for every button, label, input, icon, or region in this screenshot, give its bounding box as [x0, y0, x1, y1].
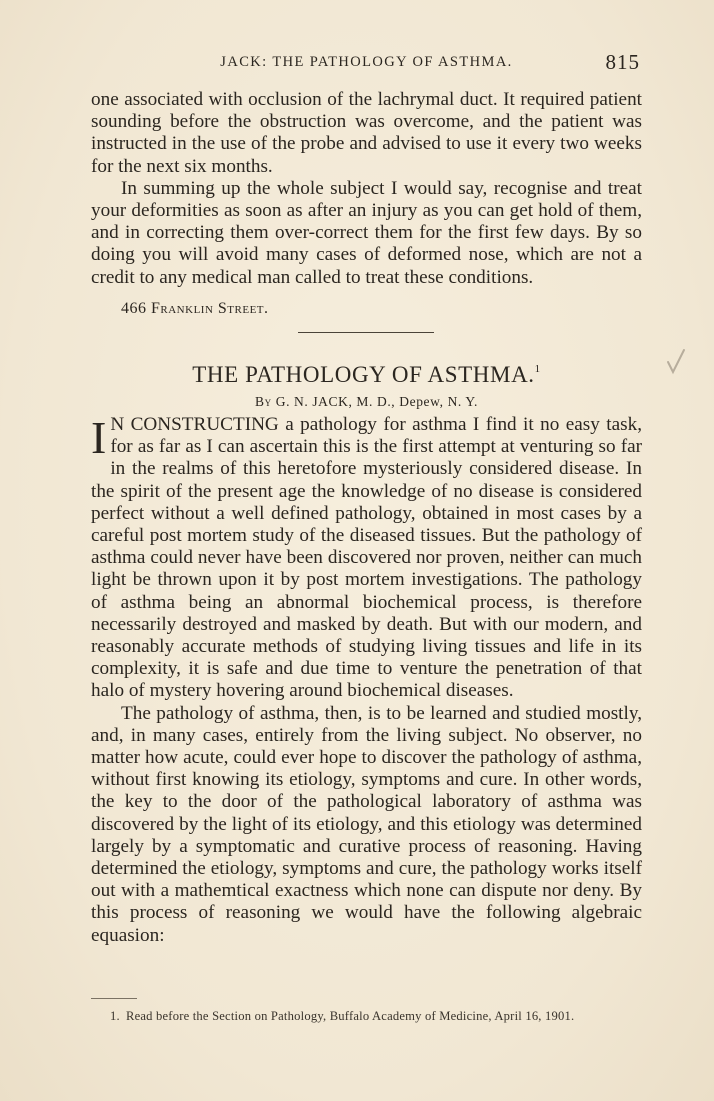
- footnote-number: 1.: [110, 1009, 120, 1023]
- byline-place: Depew, N. Y.: [399, 394, 478, 409]
- article-title-text: THE PATHOLOGY OF ASTHMA.: [192, 362, 535, 387]
- article-paragraph-1: [91, 414, 642, 703]
- drop-cap: I: [91, 412, 107, 463]
- byline: [91, 394, 642, 410]
- footnote: [110, 1009, 575, 1024]
- continuation-text: [91, 89, 642, 289]
- continuation-paragraph-2: In summing up the whole subject I would say, recognise and treat your deformities as soon as after an injury as you can get hold of them, and in correcting them over-correct them for the first few days. By so doing you will avoid many cases of deformed nose, which are not a credit to any medical man called to treat these conditions.: [91, 177, 642, 288]
- footnote-divider: [91, 998, 137, 999]
- byline-prefix: By: [255, 394, 272, 409]
- section-divider: [298, 332, 434, 333]
- running-head: [91, 50, 642, 76]
- page-number: 815: [605, 50, 640, 74]
- continuation-paragraph-1: one associated with occlusion of the lachrymal duct. It required patient sounding before the obstruction was overcome, and the patient was instructed in the use of the probe and advised to use it every two weeks for the next six months.: [91, 89, 642, 177]
- running-title: JACK: THE PATHOLOGY OF ASTHMA.: [220, 54, 513, 70]
- article-paragraph-1-text: N CONSTRUCTING a pathology for asthma I find it no easy task, for as far as I can ascertain this is the first attempt at venturing so far in the realms of this heretofore mysteriously considered disease. In the spirit of the present age the knowledge of no disease is considered perfect without a well defined pathology, obtained in most cases by a careful post mortem study of the diseased tissues. But the pathology of asthma could never have been discovered nor proven, neither can much light be thrown upon it by post mortem investigations. The pathology of asthma being an abnormal biochemical process, is therefore necessarily destroyed and masked by death. But with our modern, and reasonably accurate methods of studying living tissues and life in its complexity, it is safe and due time to venture the penetration of that halo of mystery hovering around biochemical diseases.: [91, 414, 642, 702]
- article-body: [91, 414, 642, 947]
- title-footnote-marker: 1: [534, 363, 541, 375]
- footnote-text: Read before the Section on Pathology, Buffalo Academy of Medicine, April 16, 1901.: [126, 1009, 575, 1023]
- article-paragraph-2: The pathology of asthma, then, is to be learned and studied mostly, and, in many cases, entirely from the living subject. No observer, no matter how acute, could ever hope to discover the pathology of asthma, without first knowing its etiology, symptoms and cure. In other words, the key to the door of the pathological laboratory of asthma was discovered by the light of its etiology, and this etiology was determined largely by a symptomatic and curative process of reasoning. Having determined the etiology, symptoms and cure, the pathology works itself out with a mathemtical exactness which none can dispute nor deny. By this process of reasoning we would have the following algebraic equasion:: [91, 702, 642, 946]
- margin-pencil-mark: [664, 346, 688, 376]
- article-title: [91, 362, 642, 388]
- author-address: 466 Franklin Street.: [121, 300, 269, 317]
- byline-author: G. N. JACK, M. D.,: [275, 394, 396, 409]
